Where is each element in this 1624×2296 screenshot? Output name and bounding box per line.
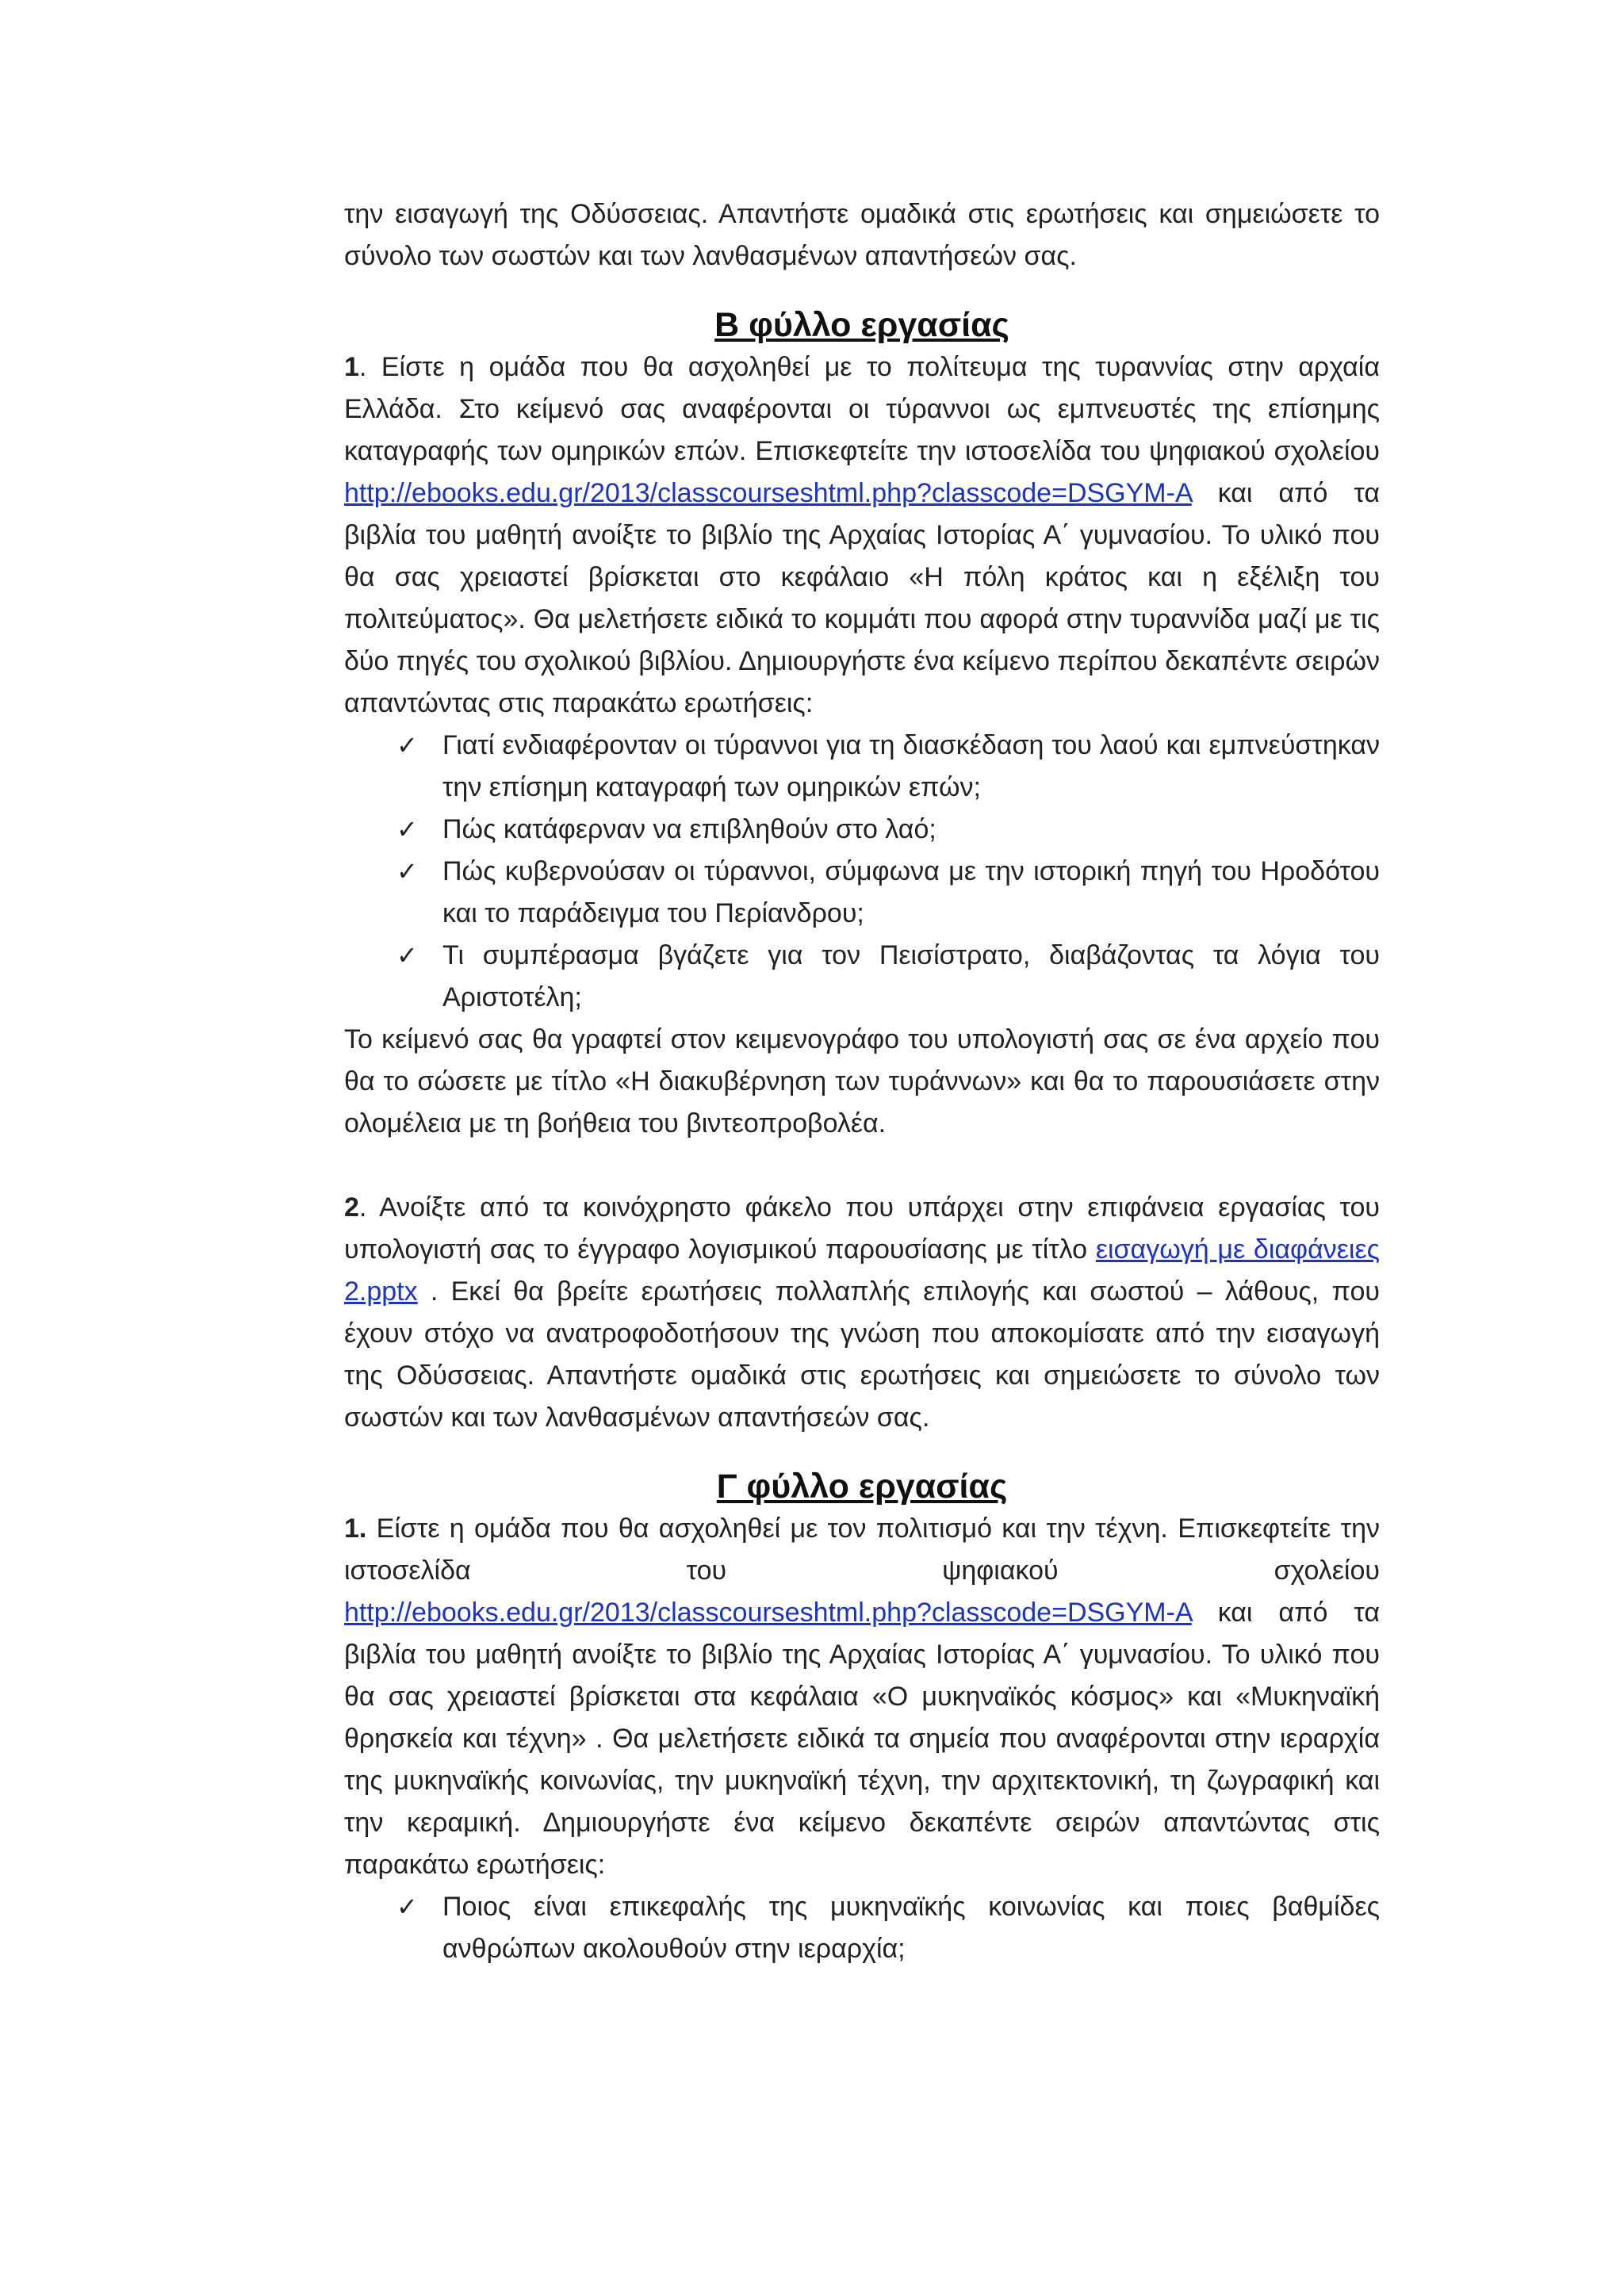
sheet-c-task1-link[interactable]: http://ebooks.edu.gr/2013/classcourseshtml.php?classcode=DSGYM-A: [344, 1598, 1192, 1628]
sheet-b-task1-closing: [344, 1019, 1380, 1145]
check-icon: ✓: [396, 1892, 418, 1922]
sheet-c-task1-text-before-link: Είστε η ομάδα που θα ασχοληθεί με τον πολιτισμό και την τέχνη. Επισκεφτείτε την ιστοσελίδα του ψηφιακού σχολείου: [344, 1513, 1380, 1586]
list-item: [396, 809, 1380, 851]
sheet-c-task1-intro: [344, 1508, 1380, 1592]
question-text: Πώς κυβερνούσαν οι τύραννοι, σύμφωνα με την ιστορική πηγή του Ηροδότου και το παράδειγμα του Περίανδρου;: [442, 856, 1380, 928]
sheet-b-task1-text-before-link: . Είστε η ομάδα που θα ασχοληθεί με το πολίτευμα της τυραννίας στην αρχαία Ελλάδα. Στο κείμενό σας αναφέρονται οι τύραννοι ως εμπνευστές της επίσημης καταγραφής των ομηρικών επών. Επισκεφτείτε την ιστοσελίδα του ψηφιακού σχολείου: [344, 352, 1380, 466]
question-text: Ποιος είναι επικεφαλής της μυκηναϊκής κοινωνίας και ποιες βαθμίδες ανθρώπων ακολουθούν στην ιεραρχία;: [442, 1892, 1380, 1964]
check-icon: ✓: [396, 856, 418, 886]
question-text: Πώς κατάφερναν να επιβληθούν στο λαό;: [442, 814, 936, 844]
sheet-b-task1-paragraph: [344, 346, 1380, 725]
sheet-b-task2-number: 2: [344, 1192, 359, 1223]
sheet-b-task2-text-before-link: . Ανοίξτε από τα κοινόχρηστο φάκελο που υπάρχει στην επιφάνεια εργασίας του υπολογιστή σας το έγγραφο λογισμικού παρουσίασης με τίτλο: [344, 1192, 1380, 1265]
sheet-b-title: Β φύλλο εργασίας: [714, 306, 1009, 344]
sheet-c-task1-text-after-link: και από τα βιβλία του μαθητή ανοίξτε το βιβλίο της Αρχαίας Ιστορίας Α΄ γυμνασίου. Το υλικό που θα σας χρειαστεί βρίσκεται στα κεφάλαια «Ο μυκηναϊκός κόσμος» και «Μυκηναϊκή θρησκεία και τέχνη» . Θα μελετήσετε ειδικά τα σημεία που αναφέρονται στην ιεραρχία της μυκηναϊκής κοινωνίας, την μυκηναϊκή τέχνη, την αρχιτεκτονική, τη ζωγραφική και την κεραμική. Δημιουργήστε ένα κείμενο δεκαπέντε σειρών απαντώντας στις παρακάτω ερωτήσεις:: [344, 1598, 1380, 1880]
sheet-b-task2-text-after-link: . Εκεί θα βρείτε ερωτήσεις πολλαπλής επιλογής και σωστού – λάθους, που έχουν στόχο να ανατροφοδοτήσουν της γνώση που αποκομίσατε από την εισαγωγή της Οδύσσειας. Απαντήστε ομαδικά στις ερωτήσεις και σημειώσετε το σύνολο των σωστών και των λανθασμένων απαντήσεών σας.: [344, 1276, 1380, 1433]
paragraph-spacer: [344, 1145, 1380, 1187]
document-page: [344, 193, 1380, 1970]
list-item: [396, 851, 1380, 935]
check-icon: ✓: [396, 814, 418, 844]
sheet-b-task1-text-after-link: και από τα βιβλία του μαθητή ανοίξτε το βιβλίο της Αρχαίας Ιστορίας Α΄ γυμνασίου. Το υλικό που θα σας χρειαστεί βρίσκεται στο κεφάλαιο «Η πόλη κράτος και η εξέλιξη του πολιτεύματος». Θα μελετήσετε ειδικά το κομμάτι που αφορά στην τυραννίδα μαζί με τις δύο πηγές του σχολικού βιβλίου. Δημιουργήστε ένα κείμενο περίπου δεκαπέντε σειρών απαντώντας στις παρακάτω ερωτήσεις:: [344, 478, 1380, 718]
check-icon: ✓: [396, 940, 418, 970]
sheet-b-task1-link[interactable]: http://ebooks.edu.gr/2013/classcourseshtml.php?classcode=DSGYM-A: [344, 478, 1192, 508]
intro-paragraph: [344, 193, 1380, 277]
sheet-c-title: Γ φύλλο εργασίας: [716, 1468, 1008, 1506]
sheet-c-questions-list: [344, 1886, 1380, 1970]
list-item: [396, 935, 1380, 1019]
sheet-b-task2-file-link[interactable]: εισαγωγή με διαφάνειες 2.pptx: [344, 1234, 1381, 1307]
sheet-b-task1-number: 1: [344, 352, 359, 382]
closing-text: Το κείμενό σας θα γραφτεί στον κειμενογράφο του υπολογιστή σας σε ένα αρχείο που θα το σώσετε με τίτλο «Η διακυβέρνηση των τυράννων» και θα το παρουσιάσετε στην ολομέλεια με τη βοήθεια του βιντεοπροβολέα.: [344, 1024, 1380, 1138]
intro-text: την εισαγωγή της Οδύσσειας. Απαντήστε ομαδικά στις ερωτήσεις και σημειώσετε το σύνολο των σωστών και των λανθασμένων απαντήσεών σας.: [344, 199, 1380, 271]
sheet-c-task1-number: 1.: [344, 1513, 367, 1544]
check-icon: ✓: [396, 730, 418, 760]
list-item: [396, 1886, 1380, 1970]
sheet-c-task1-body: [344, 1592, 1380, 1886]
sheet-b-task2-paragraph: [344, 1187, 1380, 1439]
list-item: [396, 725, 1380, 809]
question-text: Γιατί ενδιαφέρονταν οι τύραννοι για τη διασκέδαση του λαού και εμπνεύστηκαν την επίσημη καταγραφή των ομηρικών επών;: [442, 730, 1380, 802]
sheet-b-questions-list: [344, 725, 1380, 1019]
question-text: Τι συμπέρασμα βγάζετε για τον Πεισίστρατο, διαβάζοντας τα λόγια του Αριστοτέλη;: [442, 940, 1380, 1012]
